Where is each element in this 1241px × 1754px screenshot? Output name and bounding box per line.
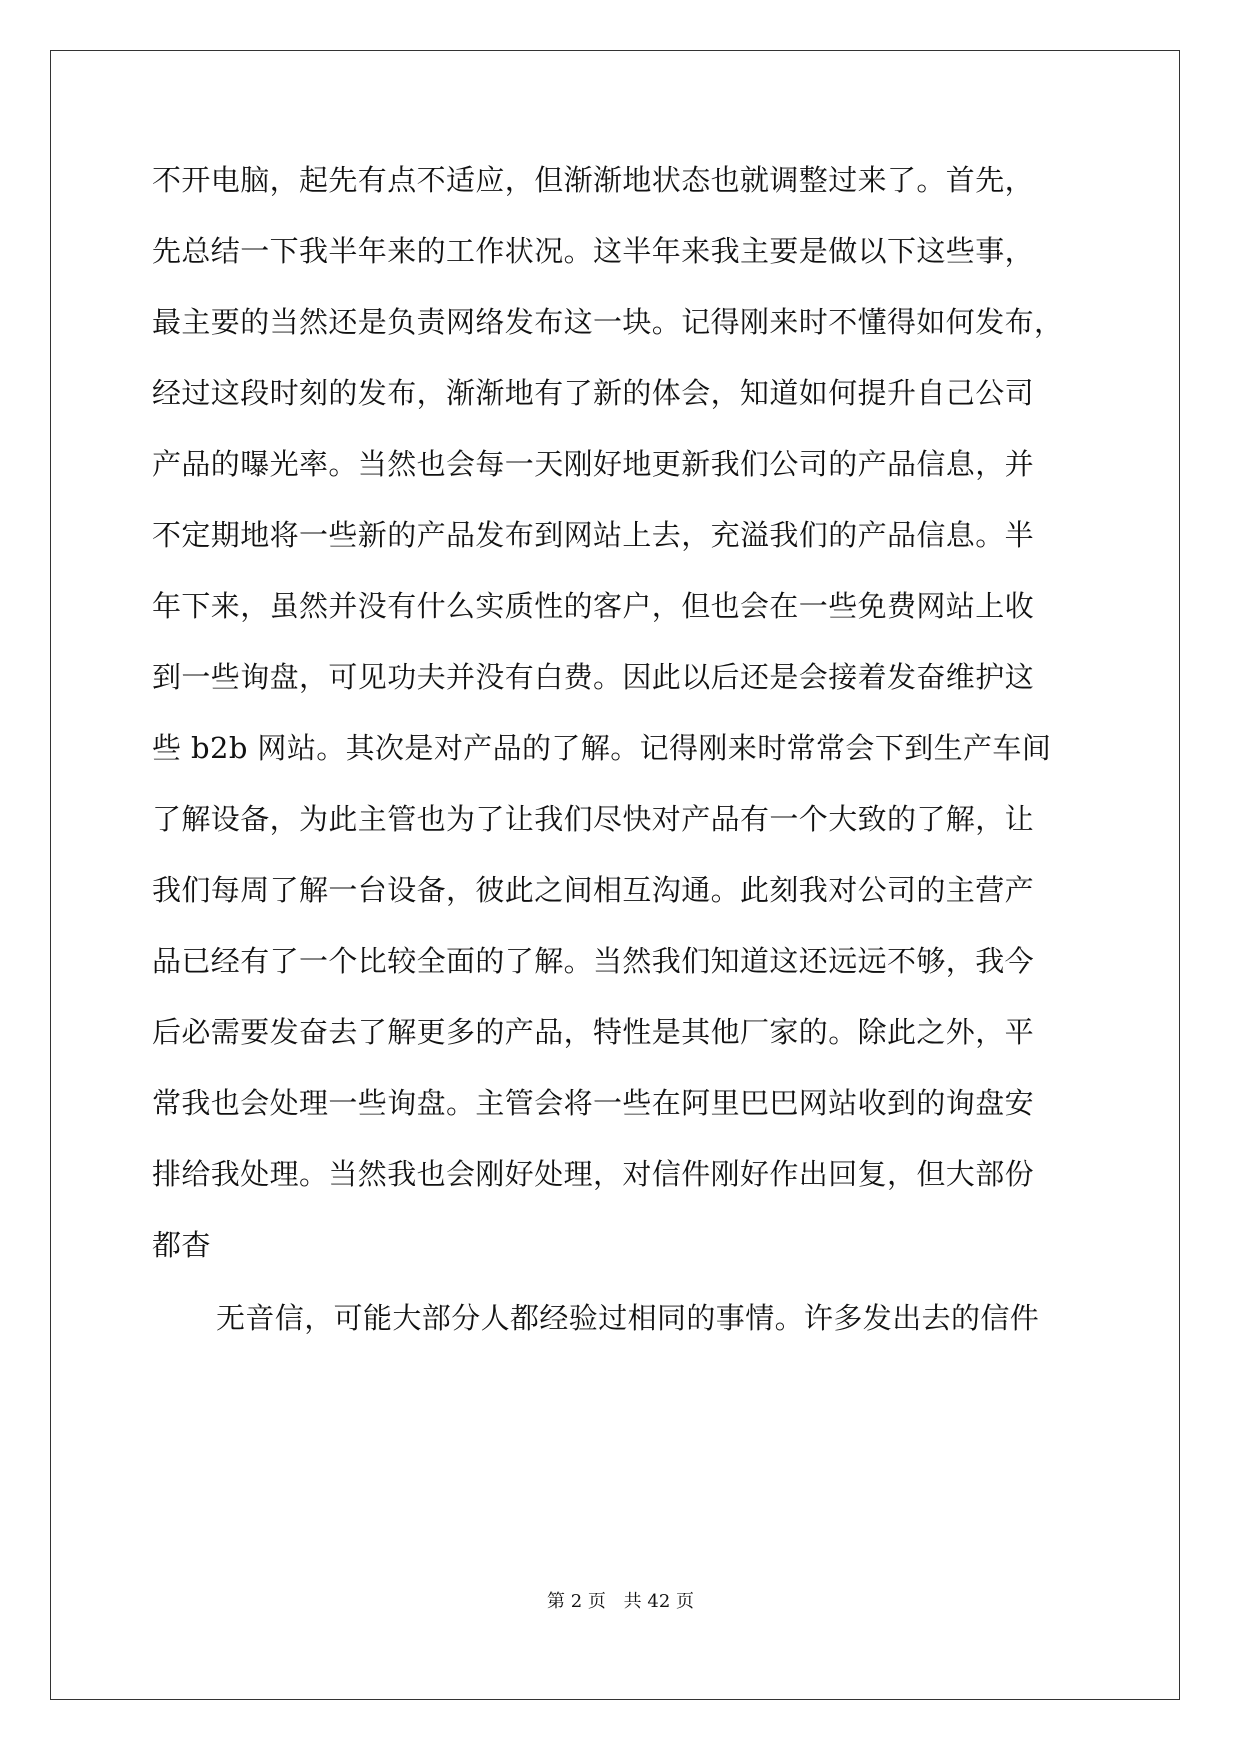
text-line: 我们每周了解一台设备，彼此之间相互沟通。此刻我对公司的主营产 (152, 873, 1035, 907)
text-line: 最主要的当然还是负责网络发布这一块。记得刚来时不懂得如何发布， (152, 305, 1064, 339)
text-line: 都杳 (152, 1228, 211, 1262)
text-line: 不开电脑，起先有点不适应，但渐渐地状态也就调整过来了。首先， (152, 163, 1035, 197)
text-line: 经过这段时刻的发布，渐渐地有了新的体会，知道如何提升自己公司 (152, 376, 1035, 410)
indented-paragraph-line: 无音信，可能大部分人都经验过相同的事情。许多发出去的信件 (216, 1301, 1040, 1335)
text-line: 不定期地将一些新的产品发布到网站上去，充溢我们的产品信息。半 (152, 518, 1035, 552)
page-footer (0, 1590, 1241, 1614)
text-line: 品已经有了一个比较全面的了解。当然我们知道这还远远不够，我今 (152, 944, 1035, 978)
text-line: 后必需要发奋去了解更多的产品，特性是其他厂家的。除此之外，平 (152, 1015, 1035, 1049)
page-total: 共 42 页 (623, 1591, 694, 1612)
text-line: 排给我处理。当然我也会刚好处理，对信件刚好作出回复，但大部份 (152, 1157, 1035, 1191)
page-number: 第 2 页 (547, 1591, 606, 1612)
text-line: 些 b2b 网站。其次是对产品的了解。记得刚来时常常会下到生产车间 (152, 731, 1052, 765)
text-line: 先总结一下我半年来的工作状况。这半年来我主要是做以下这些事， (152, 234, 1035, 268)
text-line: 年下来，虽然并没有什么实质性的客户，但也会在一些免费网站上收 (152, 589, 1035, 623)
text-line: 常我也会处理一些询盘。主管会将一些在阿里巴巴网站收到的询盘安 (152, 1086, 1035, 1120)
text-line: 到一些询盘，可见功夫并没有白费。因此以后还是会接着发奋维护这 (152, 660, 1035, 694)
text-line: 了解设备，为此主管也为了让我们尽快对产品有一个大致的了解，让 (152, 802, 1035, 836)
text-line: 产品的曝光率。当然也会每一天刚好地更新我们公司的产品信息，并 (152, 447, 1035, 481)
